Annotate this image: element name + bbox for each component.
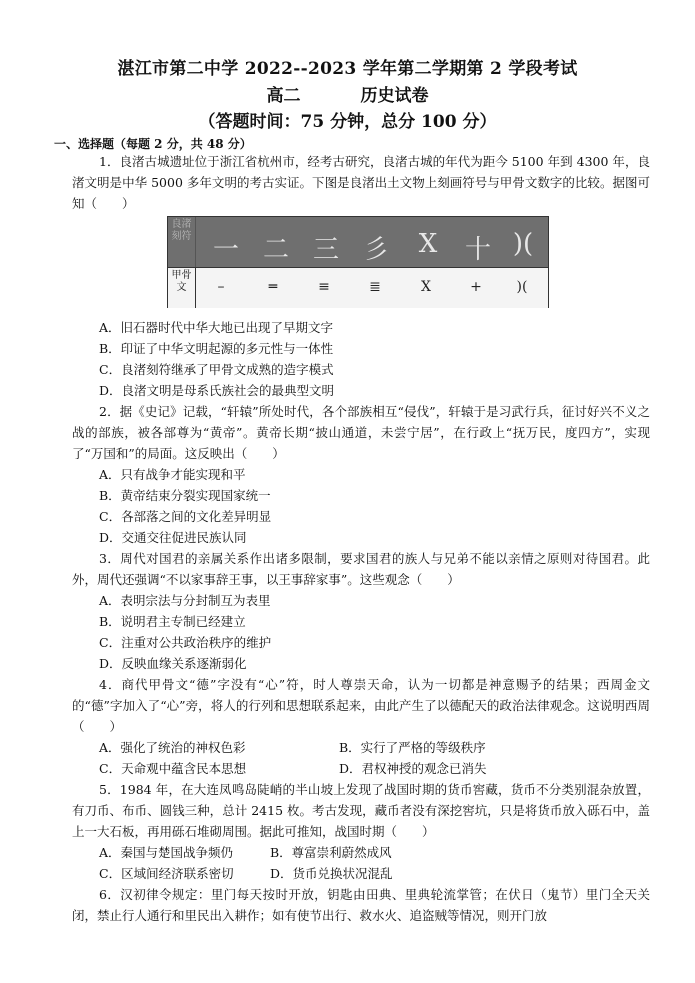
q1-option-d: D．良渚文明是母系氏族社会的最典型文明 [99, 383, 335, 398]
question-4-text: 4．商代甲骨文“德”字没有“心”符，时人尊崇天命，认为一切都是神意赐予的结果；西周金文的“德”字加入了“心”旁，将人的行列和思想联系起来，由此产生了以德配天的政治法律观念。这说明西周（ ） [72, 677, 650, 734]
q1-option-c: C．良渚刻符继承了甲骨文成熟的造字模式 [99, 362, 334, 377]
q3-option-b: B．说明君主专制已经建立 [99, 614, 246, 629]
q4-option-b: B．实行了严格的等级秩序 [339, 740, 486, 755]
question-5-text: 5．1984 年，在大连凤鸣岛陡峭的半山坡上发现了战国时期的货币窖藏，货币不分类别混杂放置，有刀币、布币、圆钱三种，总计 2415 枚。考古发现，藏币者没有深挖窖坑，只是将货币放入砾石中，盖上一大石板，再用砾石堆砌周围。据此可推知，战国时期（ ） [72, 782, 650, 839]
liangzhu-symbols-row [168, 217, 548, 267]
liangzhu-glyph: 二 [262, 235, 289, 265]
q5-option-a: A．秦国与楚国战争频仍 [99, 845, 234, 860]
oracle-glyph: X [421, 279, 431, 295]
oracle-bone-row [168, 267, 548, 308]
exam-title: 湛江市第二中学 2022--2023 学年第二学期第 2 学段考试 [117, 59, 578, 79]
q1-option-a: A．旧石器时代中华大地已出现了早期文字 [99, 320, 334, 335]
liangzhu-glyph: 一 [212, 235, 239, 265]
row2-label: 甲骨文 [168, 268, 196, 308]
exam-info: （答题时间：75 分钟，总分 100 分） [198, 112, 497, 132]
oracle-glyph: + [470, 279, 482, 295]
row1-label: 良渚刻符 [168, 217, 196, 267]
oracle-glyph: – [217, 279, 225, 295]
liangzhu-glyph: 三 [312, 235, 339, 265]
question-2-text: 2．据《史记》记载，“轩辕”所处时代，各个部族相互“侵伐”，轩辕于是习武行兵，征讨好兴不义之战的部族，被各部尊为“黄帝”。黄帝长期“披山通道，未尝宁居”，在行政上“抚万民，度四方”，实现了“万国和”的局面。这反映出（ ） [72, 404, 650, 461]
exam-subtitle [0, 81, 695, 106]
q4-option-a: A．强化了统治的神权色彩 [99, 740, 246, 755]
liangzhu-glyph: X [418, 229, 438, 259]
oracle-glyph: ≡ [318, 279, 330, 295]
q3-option-c: C．注重对公共政治秩序的维护 [99, 635, 272, 650]
question-1-text: 1．良渚古城遗址位于浙江省杭州市，经考古研究，良渚古城的年代为距今 5100 年到 4300 年，良渚文明是中华 5000 多年文明的考古实证。下图是良渚出土文物上刻画符号与甲骨文数字的比较。据图可知（ ） [72, 154, 650, 211]
grade-label: 高二 [266, 86, 301, 106]
q1-option-b: B．印证了中华文明起源的多元性与一体性 [99, 341, 334, 356]
section-heading: 一、选择题（每题 2 分，共 48 分） [54, 137, 252, 151]
q5-option-c: C．区域间经济联系密切 [99, 866, 234, 881]
q2-option-b: B．黄帝结束分裂实现国家统一 [99, 488, 271, 503]
liangzhu-glyph: )( [512, 229, 534, 259]
q5-option-b: B．尊富崇利蔚然成风 [270, 845, 392, 860]
q2-option-d: D．交通交往促进民族认同 [99, 530, 247, 545]
q3-option-d: D．反映血缘关系逐渐弱化 [99, 656, 247, 671]
subject-label: 历史试卷 [360, 86, 429, 106]
oracle-glyph: )( [516, 279, 528, 295]
q2-option-c: C．各部落之间的文化差异明显 [99, 509, 272, 524]
liangzhu-glyph: 彡 [362, 235, 389, 265]
q5-option-d: D．货币兑换状况混乱 [270, 866, 393, 881]
oracle-glyph: ≣ [369, 279, 381, 295]
q4-option-c: C．天命观中蕴含民本思想 [99, 761, 247, 776]
oracle-glyph: ═ [268, 279, 278, 295]
q1-comparison-figure [167, 216, 549, 308]
question-3-text: 3．周代对国君的亲属关系作出诸多限制，要求国君的族人与兄弟不能以亲情之原则对待国君。此外，周代还强调“不以家事辞王事，以王事辞家事”。这些观念（ ） [72, 551, 650, 587]
q3-option-a: A．表明宗法与分封制互为表里 [99, 593, 271, 608]
liangzhu-glyph: 十 [464, 235, 491, 265]
q2-option-a: A．只有战争才能实现和平 [99, 467, 246, 482]
q4-option-d: D．君权神授的观念已消失 [339, 761, 487, 776]
question-6-text: 6．汉初律令规定：里门每天按时开放，钥匙由田典、里典轮流掌管；在伏日（鬼节）里门全天关闭，禁止行人通行和里民出入耕作；如有使节出行、救水火、追盗贼等情况，则开门放 [72, 887, 650, 923]
